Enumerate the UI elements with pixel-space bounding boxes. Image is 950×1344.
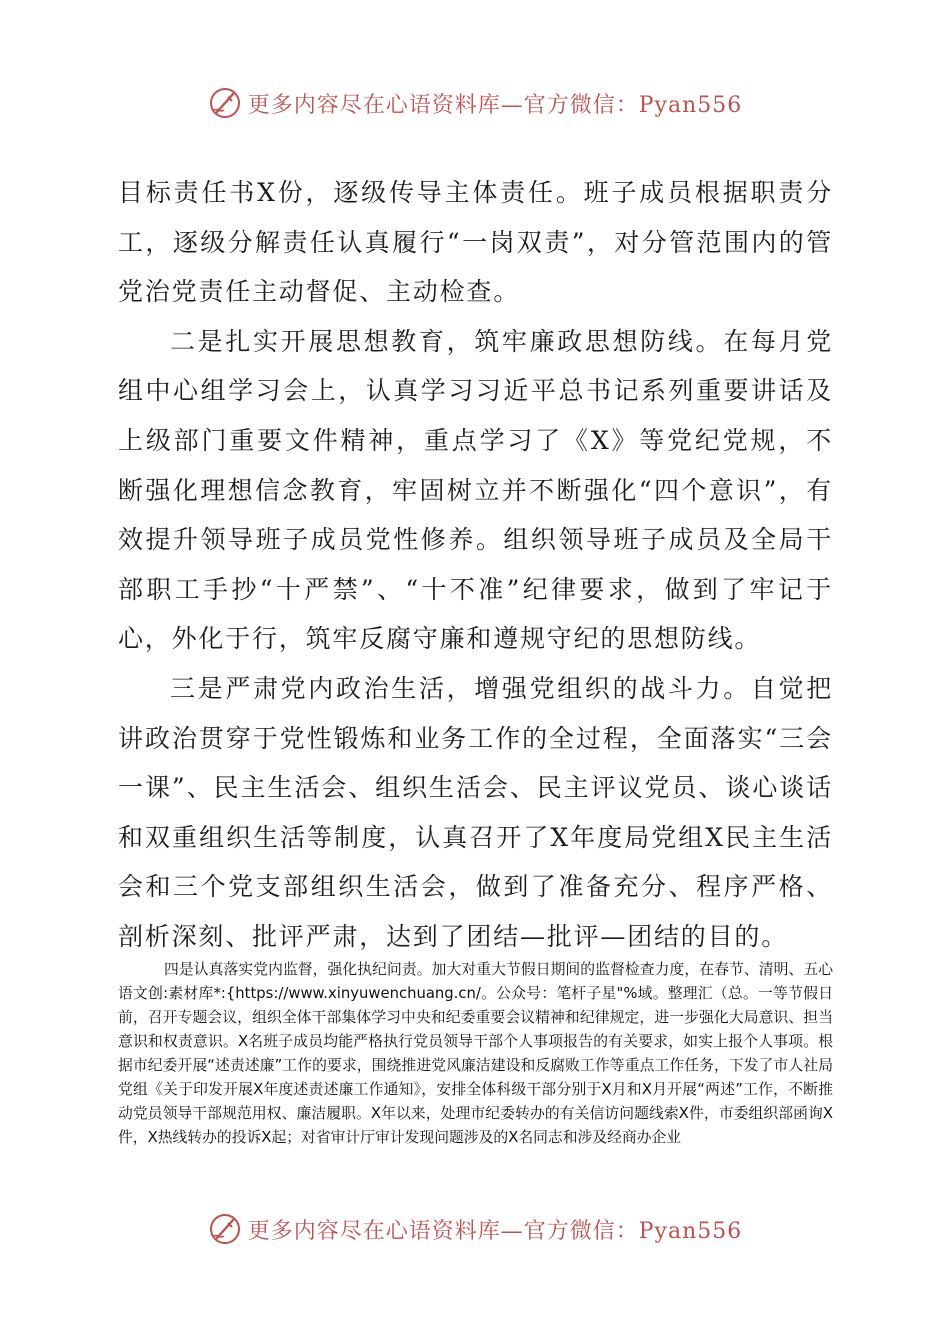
- header-banner: [0, 78, 950, 128]
- pen-logo-icon: [208, 1212, 242, 1246]
- banner-text: 更多内容尽在心语资料库—官方微信：Pyan556: [247, 92, 743, 118]
- pen-logo-icon: [208, 86, 242, 120]
- paragraph-3: 三是严肃党内政治生活，增强党组织的战斗力。自觉把讲政治贯穿于党性锻炼和业务工作的全过程，全面落实“三会一课”、民主生活会、组织生活会、民主评议党员、谈心谈话和双重组织生活等制度，认真召开了X年度局党组X民主生活会和三个党支部组织生活会，做到了准备充分、程序严格、剖析深刻、批评严肃，达到了团结—批评—团结的目的。: [118, 673, 833, 951]
- banner-text: 更多内容尽在心语资料库—官方微信：Pyan556: [247, 1218, 743, 1244]
- footer-banner: [0, 1204, 950, 1254]
- paragraph-2: 二是扎实开展思想教育，筑牢廉政思想防线。在每月党组中心组学习会上，认真学习习近平总书记系列重要讲话及上级部门重要文件精神，重点学习了《X》等党纪党规，不断强化理想信念教育，牢固树立并不断强化“四个意识”，有效提升领导班子成员党性修养。组织领导班子成员及全局干部职工手抄“十严禁”、“十不准”纪律要求，做到了牢记于心，外化于行，筑牢反腐守廉和遵规守纪的思想防线。: [118, 326, 833, 654]
- paragraph-4-small: 四是认真落实党内监督，强化执纪问责。加大对重大节假日期间的监督检查力度，在春节、清明、五心语文创:素材库*:{https://www.xinyuwenchuang.cn/。公众号：笔杆子星"%域。整理汇（总。一等节假日前，召开专题会议，组织全体干部集体学习中央和纪委重要会议精神和纪律规定，进一步强化大局意识、担当意识和权责意识。X名班子成员均能严格执行党员领导干部个人事项报告的有关要求，如实上报个人事项。根据市纪委开展“述责述廉”工作的要求，围绕推进党风廉洁建设和反腐败工作等重点工作任务，下发了市人社局党组《关于印发开展X年度述责述廉工作通知》，安排全体科级干部分别于X月和X月开展“两述”工作，不断推动党员领导干部规范用权、廉洁履职。X年以来，处理市纪委转办的有关信访问题线索X件，市委组织部函询X件，X热线转办的投诉X起；对省审计厅审计发现问题涉及的X名同志和涉及经商办企业: [118, 961, 833, 1146]
- document-body: [118, 168, 833, 962]
- paragraph-1: 目标责任书X份，逐级传导主体责任。班子成员根据职责分工，逐级分解责任认真履行“一岗双责”，对分管范围内的管党治党责任主动督促、主动检查。: [118, 178, 833, 307]
